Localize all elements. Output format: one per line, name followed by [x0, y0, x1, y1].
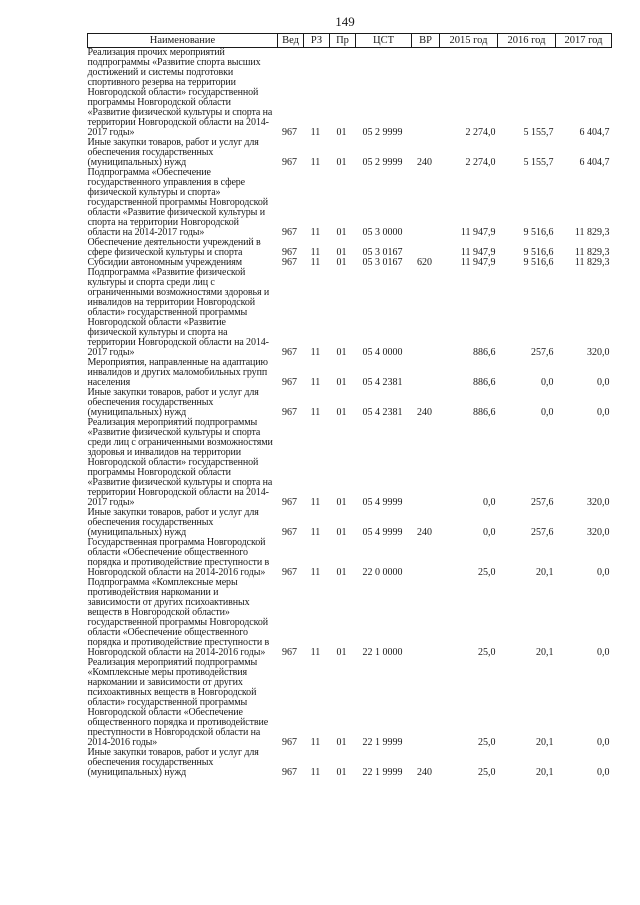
cell-name: Реализация мероприятий подпрограммы «Развитие физической культуры и спорта среди лиц с ограниченными возможностями здоровья и инвалидов на территории Новгородской области» государственной программы Новгородской области «Развитие физической культуры и спорта на территории Новгородской области на 2014-2017 годы»	[87, 417, 273, 508]
budget-table	[87, 33, 612, 778]
header-2016: 2016 год	[498, 34, 556, 48]
cell-rz: 11	[310, 347, 321, 358]
cell-name: Субсидии автономным учреждениям	[87, 257, 242, 268]
cell-ved: 967	[282, 497, 297, 508]
cell-2017: 6 404,7	[579, 127, 610, 138]
cell-pr: 01	[336, 347, 347, 358]
cell-pr: 01	[336, 737, 347, 748]
cell-vr: 240	[417, 407, 432, 418]
cell-ved: 967	[282, 227, 297, 238]
cell-cst: 05 2 9999	[362, 127, 403, 138]
cell-rz: 11	[310, 258, 321, 268]
cell-vr	[412, 418, 440, 508]
cell-2016: 20,1	[536, 737, 554, 748]
header-name: Наименование	[88, 34, 278, 48]
cell-name: Иные закупки товаров, работ и услуг для обеспечения государственных (муниципальных) нужд	[87, 747, 259, 778]
cell-rz: 11	[310, 567, 321, 578]
cell-cst: 22 0 0000	[362, 567, 403, 578]
cell-2015: 2 274,0	[465, 157, 496, 168]
cell-2016: 20,1	[536, 647, 554, 658]
cell-rz: 11	[310, 647, 321, 658]
cell-2015: 25,0	[478, 647, 496, 658]
cell-2016: 257,6	[531, 347, 554, 358]
cell-pr: 01	[336, 767, 347, 778]
cell-cst: 22 1 0000	[362, 647, 403, 658]
cell-ved: 967	[282, 258, 297, 268]
cell-name: Обеспечение деятельности учреждений в сфере физической культуры и спорта	[87, 237, 261, 258]
cell-2017: 0,0	[597, 737, 610, 748]
header-cst: ЦСТ	[356, 34, 412, 48]
cell-2016: 257,6	[531, 497, 554, 508]
cell-name: Иные закупки товаров, работ и услуг для обеспечения государственных (муниципальных) нужд	[87, 137, 259, 168]
cell-2015: 0,0	[483, 497, 496, 508]
table-row	[88, 748, 612, 778]
cell-2016: 20,1	[536, 767, 554, 778]
cell-rz: 11	[310, 497, 321, 508]
cell-vr	[412, 578, 440, 658]
table-row	[88, 268, 612, 358]
cell-2016: 5 155,7	[523, 157, 554, 168]
cell-2017: 320,0	[587, 527, 610, 538]
cell-vr	[412, 48, 440, 139]
cell-name: Подпрограмма «Обеспечение государственного управления в сфере физической культуры и спорта» государственной программы Новгородской области «Развитие физической культуры и спорта на территории Новгородской области на 2014-2017 годы»	[87, 167, 268, 238]
cell-name: Государственная программа Новгородской области «Обеспечение общественного порядка и противодействие преступности в Новгородской области на 2014-2016 годы»	[87, 537, 270, 578]
cell-2015: 25,0	[478, 767, 496, 778]
cell-vr: 240	[417, 157, 432, 168]
cell-2015: 11 947,9	[460, 227, 496, 238]
cell-2015: 25,0	[478, 737, 496, 748]
cell-pr: 01	[336, 258, 347, 268]
cell-2015: 11 947,9	[460, 258, 496, 268]
cell-2015: 25,0	[478, 567, 496, 578]
table-row	[88, 578, 612, 658]
cell-pr: 01	[336, 127, 347, 138]
cell-cst: 05 3 0000	[362, 227, 403, 238]
cell-2016: 0,0	[541, 377, 554, 388]
header-pr: Пр	[330, 34, 356, 48]
table-row	[88, 48, 612, 139]
cell-2016: 9 516,6	[523, 247, 554, 258]
cell-name: Реализация мероприятий подпрограммы «Комплексные меры противодействия наркомании и зависимости от других психоактивных веществ в Новгородской области» государственной программы Новгородской области «Обеспечение общественного порядка и противодействие преступности в Новгородской области на 2014-2016 годы»	[87, 657, 269, 748]
cell-2016: 9 516,6	[523, 258, 554, 268]
cell-name: Иные закупки товаров, работ и услуг для обеспечения государственных (муниципальных) нужд	[87, 387, 259, 418]
cell-rz: 11	[310, 737, 321, 748]
table-row	[88, 138, 612, 168]
cell-vr	[412, 658, 440, 748]
header-2017: 2017 год	[556, 34, 612, 48]
cell-vr	[412, 238, 440, 258]
table-row	[88, 418, 612, 508]
cell-2017: 320,0	[587, 497, 610, 508]
cell-2017: 11 829,3	[574, 258, 610, 268]
cell-pr: 01	[336, 377, 347, 388]
table-header	[88, 34, 612, 48]
table-row	[88, 658, 612, 748]
cell-rz: 11	[310, 377, 321, 388]
cell-2015: 0,0	[483, 527, 496, 538]
cell-ved: 967	[282, 647, 297, 658]
cell-2017: 0,0	[597, 567, 610, 578]
cell-ved: 967	[282, 157, 297, 168]
cell-2017: 0,0	[597, 767, 610, 778]
cell-pr: 01	[336, 157, 347, 168]
header-vr: ВР	[412, 34, 440, 48]
cell-pr: 01	[336, 497, 347, 508]
cell-cst: 05 4 2381	[362, 407, 403, 418]
cell-2015: 2 274,0	[465, 127, 496, 138]
cell-vr: 240	[417, 767, 432, 778]
page-number: 149	[335, 14, 355, 29]
cell-ved: 967	[282, 347, 297, 358]
cell-cst: 05 2 9999	[362, 157, 403, 168]
header-ved: Вед	[278, 34, 304, 48]
cell-vr	[412, 538, 440, 578]
cell-2016: 0,0	[541, 407, 554, 418]
header-2015: 2015 год	[440, 34, 498, 48]
cell-name: Мероприятия, направленные на адаптацию инвалидов и других маломобильных групп населения	[87, 357, 268, 388]
cell-ved: 967	[282, 247, 297, 258]
cell-2016: 257,6	[531, 527, 554, 538]
cell-rz: 11	[310, 407, 321, 418]
cell-2015: 11 947,9	[460, 247, 496, 258]
cell-cst: 05 4 2381	[362, 377, 403, 388]
cell-rz: 11	[310, 127, 321, 138]
header-row	[88, 34, 612, 48]
cell-vr: 620	[417, 258, 432, 268]
cell-2017: 0,0	[597, 407, 610, 418]
cell-cst: 22 1 9999	[362, 767, 403, 778]
cell-ved: 967	[282, 407, 297, 418]
cell-vr	[412, 268, 440, 358]
cell-2015: 886,6	[473, 407, 496, 418]
cell-rz: 11	[310, 247, 321, 258]
cell-2017: 6 404,7	[579, 157, 610, 168]
cell-cst: 22 1 9999	[362, 737, 403, 748]
cell-2017: 0,0	[597, 377, 610, 388]
table-row	[88, 358, 612, 388]
cell-pr: 01	[336, 567, 347, 578]
cell-2016: 5 155,7	[523, 127, 554, 138]
table-row	[88, 168, 612, 238]
cell-pr: 01	[336, 227, 347, 238]
cell-rz: 11	[310, 227, 321, 238]
cell-name: Иные закупки товаров, работ и услуг для обеспечения государственных (муниципальных) нужд	[87, 507, 259, 538]
cell-vr	[412, 358, 440, 388]
cell-rz: 11	[310, 767, 321, 778]
table-row	[88, 238, 612, 258]
cell-cst: 05 4 9999	[362, 497, 403, 508]
cell-2017: 320,0	[587, 347, 610, 358]
cell-name: Реализация прочих мероприятий подпрограммы «Развитие спорта высших достижений и системы подготовки спортивного резерва на территории Новгородской области» государственной программы Новгородской области «Развитие физической культуры и спорта на территории Новгородской области на 2014-2017 годы»	[87, 47, 273, 138]
cell-cst: 05 4 0000	[362, 347, 403, 358]
cell-2015: 886,6	[473, 377, 496, 388]
cell-rz: 11	[310, 157, 321, 168]
cell-2015: 886,6	[473, 347, 496, 358]
cell-name: Подпрограмма «Комплексные меры противодействия наркомании и зависимости от других психоактивных веществ в Новгородской области» государственной программы Новгородской области «Обеспечение общественного порядка и противодействие преступности в Новгородской области на 2014-2016 годы»	[87, 577, 270, 658]
cell-ved: 967	[282, 767, 297, 778]
cell-2017: 11 829,3	[574, 247, 610, 258]
cell-2017: 11 829,3	[574, 227, 610, 238]
cell-2016: 9 516,6	[523, 227, 554, 238]
cell-pr: 01	[336, 527, 347, 538]
table-row	[88, 538, 612, 578]
cell-ved: 967	[282, 567, 297, 578]
cell-ved: 967	[282, 127, 297, 138]
cell-cst: 05 4 9999	[362, 527, 403, 538]
cell-pr: 01	[336, 247, 347, 258]
cell-rz: 11	[310, 527, 321, 538]
cell-pr: 01	[336, 407, 347, 418]
cell-cst: 05 3 0167	[362, 247, 403, 258]
header-rz: РЗ	[304, 34, 330, 48]
table-row	[88, 388, 612, 418]
cell-vr	[412, 168, 440, 238]
cell-2017: 0,0	[597, 647, 610, 658]
cell-vr: 240	[417, 527, 432, 538]
cell-name: Подпрограмма «Развитие физической культуры и спорта среди лиц с ограниченными возможностями здоровья и инвалидов на территории Новгородской области» государственной программы Новгородской области «Развитие физической культуры и спорта на территории Новгородской области на 2014-2017 годы»	[87, 267, 270, 358]
cell-ved: 967	[282, 527, 297, 538]
cell-2016: 20,1	[536, 567, 554, 578]
cell-ved: 967	[282, 377, 297, 388]
table-row	[88, 508, 612, 538]
cell-pr: 01	[336, 647, 347, 658]
cell-cst: 05 3 0167	[362, 258, 403, 268]
table-body	[88, 48, 612, 779]
cell-ved: 967	[282, 737, 297, 748]
